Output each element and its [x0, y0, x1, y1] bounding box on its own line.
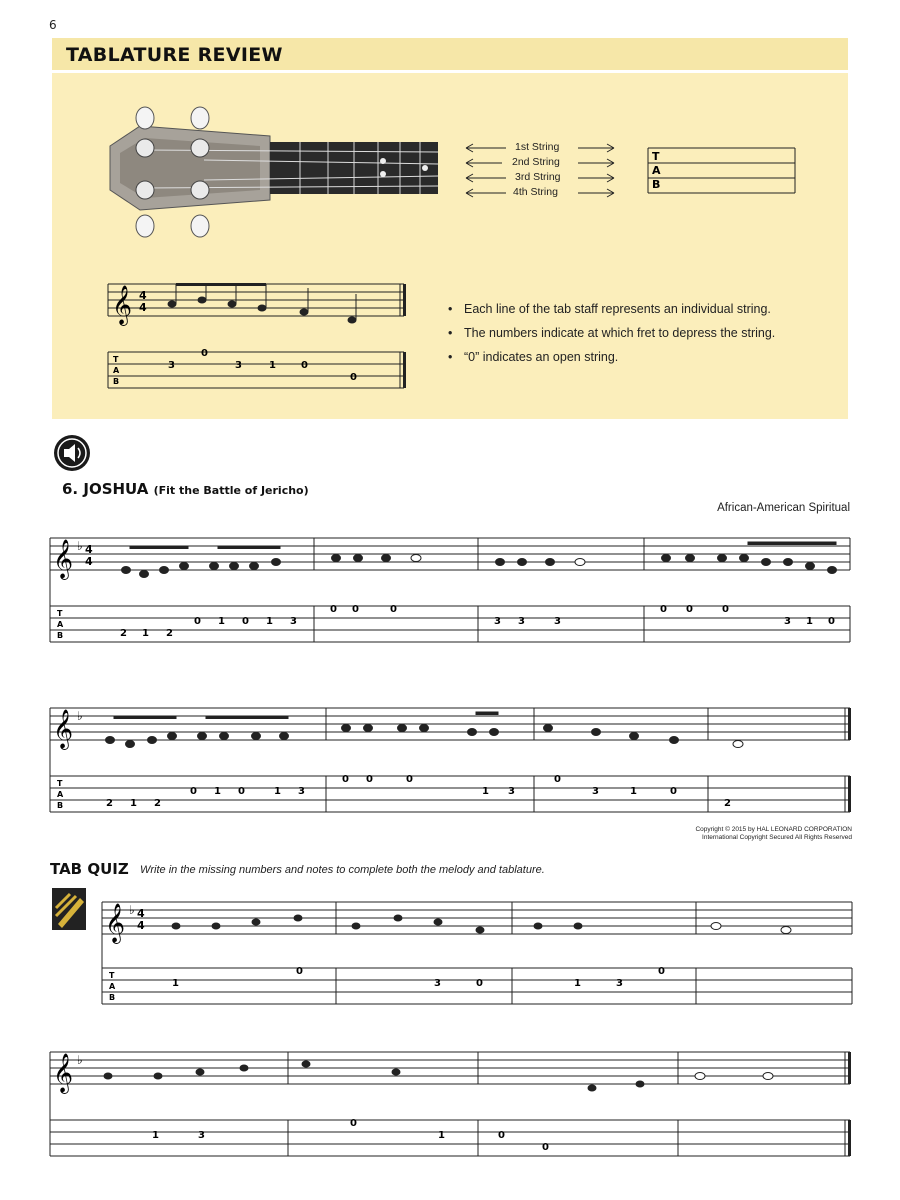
svg-text:0: 0 [658, 966, 665, 977]
treble-clef-icon: 𝄞 [53, 539, 74, 579]
svg-text:0: 0 [352, 604, 359, 615]
svg-text:1: 1 [266, 616, 273, 627]
page-number: 6 [49, 18, 57, 32]
bullet-dot: • [448, 302, 453, 316]
tab-example-staff [104, 272, 414, 394]
treble-clef-icon: 𝄞 [53, 709, 74, 749]
svg-text:B: B [57, 801, 64, 810]
svg-text:1: 1 [142, 628, 149, 639]
tab-number: 3 [168, 360, 175, 371]
copyright-line-1: Copyright © 2015 by HAL LEONARD CORPORATION [695, 826, 852, 833]
song-system-1 [48, 526, 854, 648]
svg-text:0: 0 [190, 786, 197, 797]
bullet-text-3: “0” indicates an open string. [464, 350, 619, 364]
svg-text:3: 3 [518, 616, 525, 627]
svg-text:T: T [57, 779, 63, 788]
svg-text:2: 2 [120, 628, 127, 639]
svg-text:B: B [57, 631, 64, 640]
svg-text:1: 1 [806, 616, 813, 627]
svg-text:T: T [109, 971, 115, 980]
tab-number: 0 [201, 348, 208, 359]
time-sig-top: 4 [139, 289, 147, 302]
bullet-text-1: Each line of the tab staff represents an individual string. [464, 302, 771, 316]
svg-text:0: 0 [242, 616, 249, 627]
svg-text:A: A [113, 366, 120, 375]
svg-text:B: B [109, 993, 116, 1002]
svg-text:0: 0 [554, 774, 561, 785]
time-sig-top: 4 [137, 907, 145, 920]
svg-text:♭: ♭ [77, 1053, 83, 1067]
svg-text:♭: ♭ [77, 539, 83, 553]
tab-number: 1 [269, 360, 276, 371]
svg-text:0: 0 [722, 604, 729, 615]
review-title: TABLATURE REVIEW [66, 44, 283, 66]
svg-text:1: 1 [172, 978, 179, 989]
beam [176, 283, 266, 286]
svg-text:A: A [57, 790, 64, 799]
svg-text:0: 0 [390, 604, 397, 615]
note [300, 309, 309, 316]
svg-text:♭: ♭ [77, 709, 83, 723]
time-sig-bottom: 4 [137, 919, 145, 932]
svg-text:B: B [113, 377, 120, 386]
svg-text:2: 2 [724, 798, 731, 809]
svg-text:3: 3 [784, 616, 791, 627]
ukulele-headstock-illustration [100, 98, 445, 243]
pencil-icon [50, 886, 90, 934]
svg-text:A: A [109, 982, 116, 991]
note [168, 301, 177, 308]
svg-text:3: 3 [508, 786, 515, 797]
svg-text:3: 3 [554, 616, 561, 627]
svg-text:1: 1 [152, 1130, 159, 1141]
tab-letter-t: T [652, 150, 660, 163]
note [228, 301, 237, 308]
treble-clef-icon: 𝄞 [112, 285, 133, 325]
svg-text:2: 2 [106, 798, 113, 809]
quiz-instructions: Write in the missing numbers and notes to complete both the melody and tablature. [140, 864, 545, 876]
bullet-dot: • [448, 326, 453, 340]
svg-text:1: 1 [574, 978, 581, 989]
time-sig-bottom: 4 [85, 555, 93, 568]
string-label-1: 1st String [515, 141, 560, 153]
svg-text:0: 0 [660, 604, 667, 615]
bullet-dot: • [448, 350, 453, 364]
svg-text:0: 0 [342, 774, 349, 785]
svg-text:0: 0 [542, 1142, 549, 1153]
copyright-line-2: International Copyright Secured All Rights Reserved [702, 834, 852, 841]
tab-number: 3 [235, 360, 242, 371]
svg-text:3: 3 [290, 616, 297, 627]
svg-text:T: T [57, 609, 63, 618]
svg-text:3: 3 [592, 786, 599, 797]
treble-clef-icon: 𝄞 [105, 903, 126, 943]
svg-text:2: 2 [166, 628, 173, 639]
svg-text:1: 1 [630, 786, 637, 797]
treble-clef-icon: 𝄞 [53, 1053, 74, 1093]
svg-text:2: 2 [154, 798, 161, 809]
svg-text:0: 0 [238, 786, 245, 797]
svg-text:1: 1 [218, 616, 225, 627]
tab-staff-diagram [640, 140, 805, 200]
svg-text:0: 0 [670, 786, 677, 797]
quiz-system-2[interactable] [48, 1040, 854, 1162]
svg-text:1: 1 [438, 1130, 445, 1141]
svg-text:♭: ♭ [129, 903, 135, 917]
tab-letter-a: A [652, 164, 661, 177]
svg-text:3: 3 [616, 978, 623, 989]
svg-text:A: A [57, 620, 64, 629]
svg-text:0: 0 [194, 616, 201, 627]
note [198, 297, 207, 304]
song-number-title: 6. JOSHUA [62, 480, 149, 498]
svg-text:3: 3 [298, 786, 305, 797]
string-label-3: 3rd String [515, 171, 561, 183]
svg-text:0: 0 [366, 774, 373, 785]
svg-text:0: 0 [476, 978, 483, 989]
svg-text:1: 1 [274, 786, 281, 797]
svg-text:0: 0 [828, 616, 835, 627]
song-title [62, 480, 309, 498]
svg-text:0: 0 [498, 1130, 505, 1141]
speaker-icon[interactable] [52, 433, 92, 473]
svg-text:T: T [113, 355, 119, 364]
time-sig-bottom: 4 [139, 301, 147, 314]
svg-text:0: 0 [296, 966, 303, 977]
svg-text:3: 3 [494, 616, 501, 627]
svg-text:0: 0 [330, 604, 337, 615]
bullet-text-2: The numbers indicate at which fret to depress the string. [464, 326, 776, 340]
svg-text:0: 0 [350, 1118, 357, 1129]
tab-number: 0 [350, 372, 357, 383]
svg-text:0: 0 [406, 774, 413, 785]
note [348, 317, 357, 324]
svg-text:0: 0 [686, 604, 693, 615]
copyright-notice [695, 826, 852, 842]
composer-credit: African-American Spiritual [717, 502, 850, 514]
song-subtitle: (Fit the Battle of Jericho) [153, 484, 309, 497]
quiz-title: TAB QUIZ [50, 860, 129, 878]
quiz-system-1[interactable] [100, 890, 854, 1010]
svg-text:1: 1 [130, 798, 137, 809]
song-system-2 [48, 696, 854, 818]
time-sig-top: 4 [85, 543, 93, 556]
svg-text:3: 3 [434, 978, 441, 989]
svg-text:3: 3 [198, 1130, 205, 1141]
tab-number: 0 [301, 360, 308, 371]
tab-letter-b: B [652, 178, 661, 191]
string-label-2: 2nd String [512, 156, 560, 168]
note [258, 305, 267, 312]
string-label-4: 4th String [513, 186, 558, 198]
svg-text:1: 1 [482, 786, 489, 797]
svg-text:1: 1 [214, 786, 221, 797]
